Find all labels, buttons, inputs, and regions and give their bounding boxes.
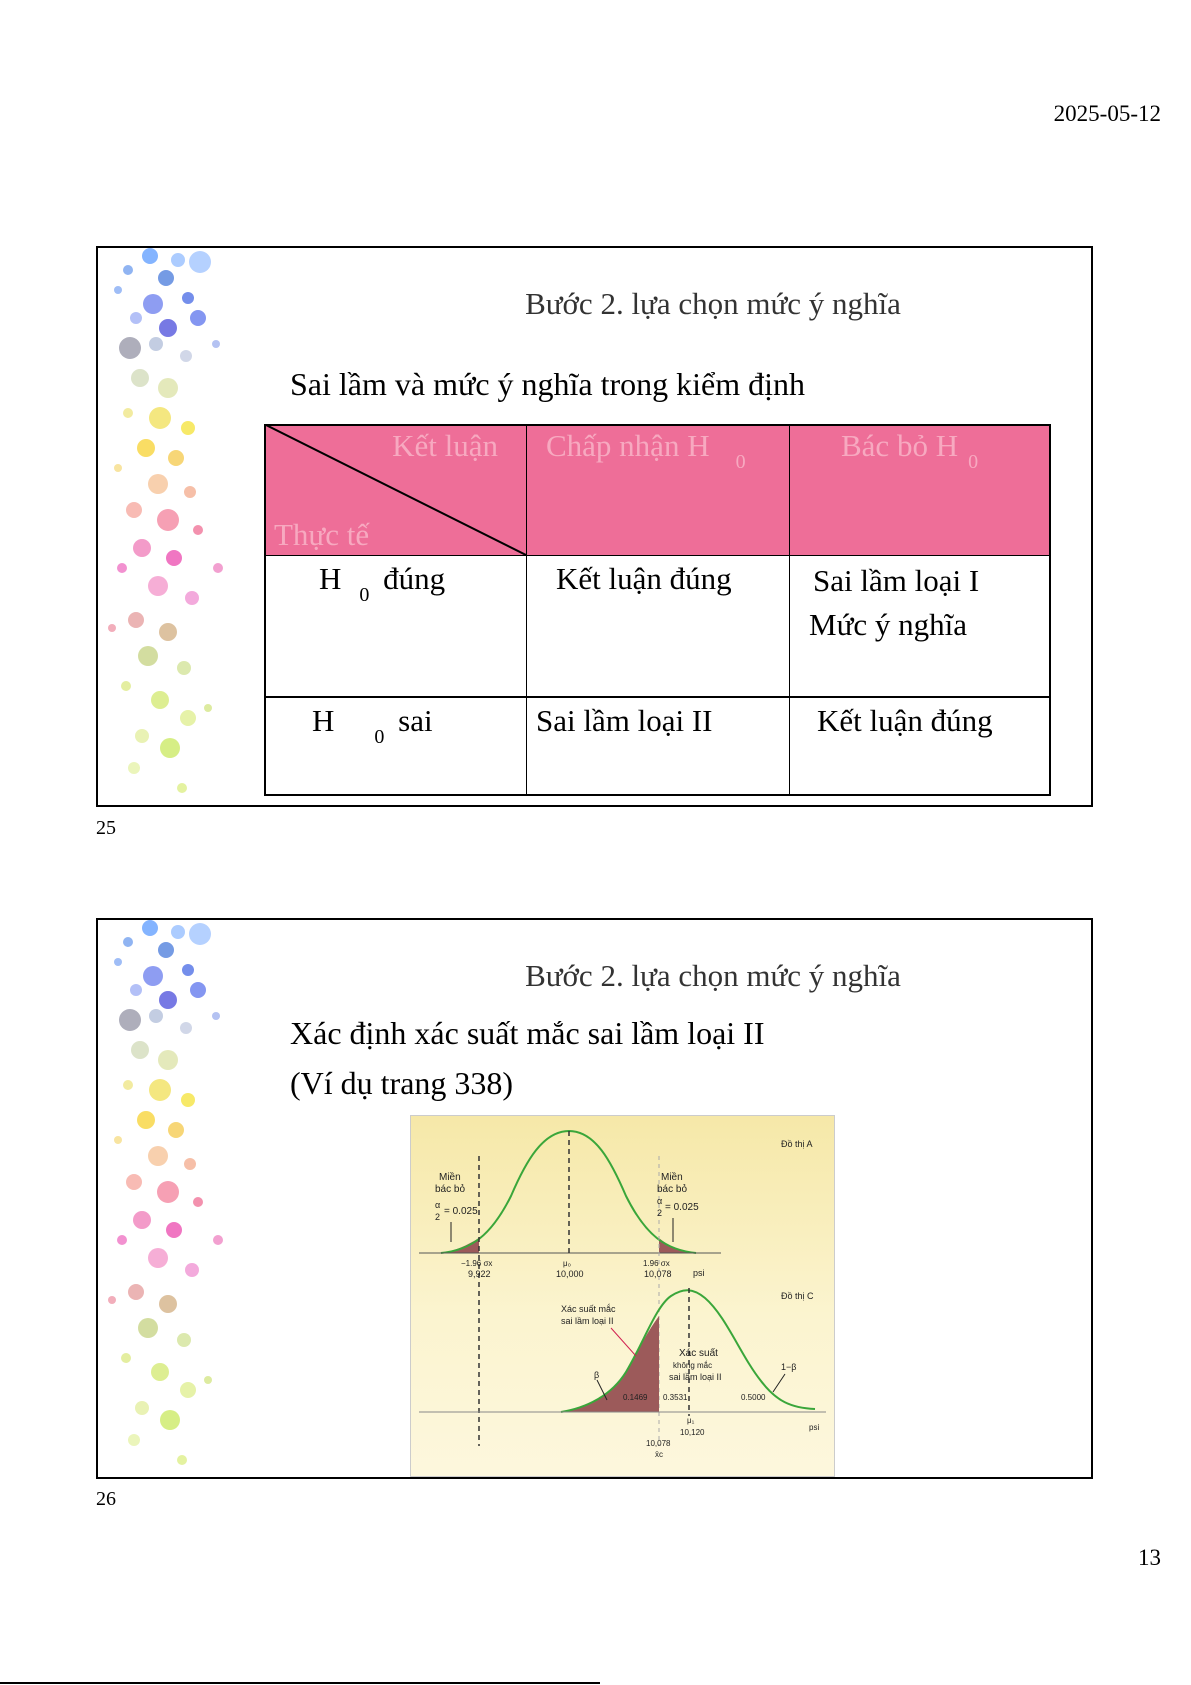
no-error-label1: Xác suất [679, 1348, 718, 1359]
tick-right-val: 10,078 [644, 1269, 672, 1279]
mu1-label: μ₁ [687, 1416, 695, 1425]
slide-25 [96, 246, 1093, 807]
slide-26 [96, 918, 1093, 1479]
xc-val: 10,078 [646, 1439, 671, 1448]
bubble-decoration [98, 248, 248, 807]
corner-bottom-label: Thực tế [274, 517, 370, 552]
right-region-label2: bác bỏ [657, 1184, 688, 1195]
graph-a-label: Đồ thị A [781, 1139, 813, 1149]
tick-left-top: −1.96 σx [461, 1259, 493, 1268]
tick-mid-val: 10,000 [556, 1269, 584, 1279]
slide-title: Bước 2. lựa chọn mức ý nghĩa [525, 958, 901, 993]
row1-label: H $_0$ đúng [319, 561, 446, 606]
grid-line [264, 696, 1051, 698]
grid-line [526, 424, 527, 796]
left-region-label: Miền [439, 1172, 461, 1183]
no-error-label3: sai lầm loại II [669, 1372, 722, 1382]
beta-label: β [594, 1370, 600, 1380]
row2-label: H $_0$ sai [312, 703, 433, 748]
page-number: 13 [1138, 1545, 1161, 1570]
col-header-accept: Chấp nhận H $_0$ [526, 424, 789, 555]
mu1-val: 10,120 [680, 1428, 705, 1437]
val-5000: 0.5000 [741, 1393, 766, 1402]
one-minus-beta: 1−β [781, 1362, 797, 1372]
grid-line [264, 555, 1051, 556]
left-region-label2: bác bỏ [435, 1184, 466, 1195]
type2-error-figure [410, 1115, 835, 1477]
corner-top-label: Kết luận [392, 428, 498, 463]
table-corner-cell [264, 424, 526, 555]
type2-label1: Xác suất mắc [561, 1304, 616, 1314]
bubble-decoration [98, 920, 248, 1479]
right-alpha-den: 2 [657, 1208, 663, 1218]
power-arrow [773, 1374, 785, 1392]
right-alpha: = 0.025 [665, 1202, 699, 1213]
left-alpha-num: α [435, 1200, 441, 1210]
axis-unit-c: psi [809, 1423, 820, 1432]
tick-right-top: 1.96 σx [643, 1259, 670, 1268]
grid-line [1049, 424, 1051, 796]
type2-arrow [611, 1328, 636, 1356]
right-region-label: Miền [661, 1172, 683, 1183]
slide-line1: Xác định xác suất mắc sai lầm loại II [290, 1015, 765, 1051]
right-alpha-num: α [657, 1196, 663, 1206]
row2-col1: Sai lầm loại II [536, 703, 713, 738]
no-error-label2: không mắc [673, 1361, 713, 1370]
slide-subtitle: Sai lầm và mức ý nghĩa trong kiểm định [290, 366, 806, 402]
error-table [264, 424, 1051, 796]
shade-left-tail [444, 1238, 479, 1253]
col-header-reject: Bác bỏ H $_0$ [789, 424, 1051, 555]
left-alpha-den: 2 [435, 1212, 441, 1222]
type2-label2: sai lầm loại II [561, 1316, 614, 1326]
header-date: 2025-05-12 [1053, 101, 1161, 126]
distribution-graph [411, 1116, 834, 1476]
graph-c-label: Đồ thị C [781, 1291, 814, 1301]
axis-unit: psi [693, 1268, 705, 1278]
val-1469: 0.1469 [623, 1393, 648, 1402]
tick-mid-top: μ₀ [563, 1259, 571, 1268]
left-alpha: = 0.025 [444, 1206, 478, 1217]
val-3531: 0.3531 [663, 1393, 688, 1402]
tick-left-val: 9,922 [468, 1269, 491, 1279]
slide-number: 25 [96, 817, 116, 839]
row1-col2: Sai lầm loại I Mức ý nghĩa [809, 563, 980, 642]
slide-line2: (Ví dụ trang 338) [290, 1065, 514, 1101]
xc-symbol: x̄c [655, 1450, 663, 1459]
slide-title: Bước 2. lựa chọn mức ý nghĩa [525, 286, 901, 321]
row1-col1: Kết luận đúng [556, 561, 732, 596]
grid-line [264, 424, 1051, 426]
slide-number: 26 [96, 1488, 116, 1510]
grid-line [789, 424, 790, 796]
grid-line [264, 424, 266, 796]
row2-col2: Kết luận đúng [817, 703, 993, 738]
grid-line [264, 794, 1051, 796]
bottom-rule [0, 1682, 600, 1684]
